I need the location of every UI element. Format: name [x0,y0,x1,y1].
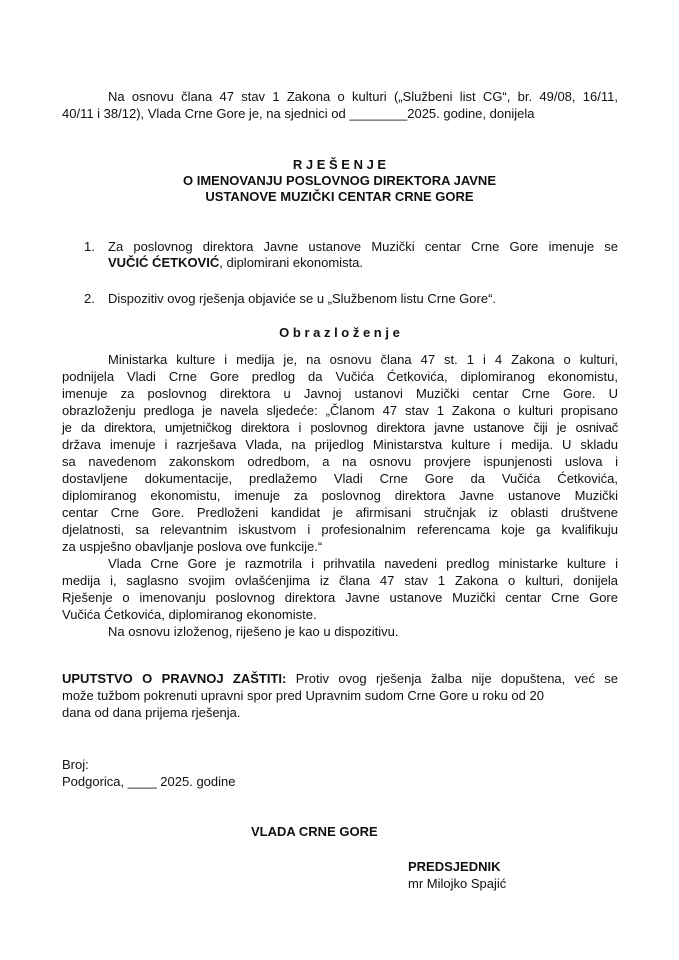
reasoning-p1-line: imenuje za poslovnog direktora u Javnoj ustanovi Muzički centar Crne Gore. U [62,386,618,401]
preamble-line-2-text: 40/11 i 38/12), Vlada Crne Gore je, na sjednici od [62,106,350,121]
reasoning-p2-line: Rješenje o imenovanju poslovnog direktora Javne ustanove Muzički centar Crne Gore [62,590,618,605]
reasoning-p1-line: država imenuje i razrješava Vlada, na prijedlog Ministarstva kulture i medija. U skladu [62,437,618,452]
reasoning-p1-line: je da direktora, umjetničkog direktora i poslovnog direktora javne ustanove čiji je osnivač [62,420,618,435]
reasoning-p1-line: podnijela Vladi Crne Gore predlog da Vučića Ćetkovića, diplomiranog ekonomistu, [62,369,618,384]
legal-remedy-line-3: dana od dana prijema rješenja. [62,705,241,720]
president-name: mr Milojko Spajić [408,876,507,891]
reasoning-p1-line: za uspješno obavljanje poslova ove funkcije.“ [62,539,323,554]
date-blank: ____ [127,774,157,789]
reasoning-p1-line: djelatnosti, sa relevantnim iskustvom i profesionalnim referencama koje ga kvalifikuju [62,522,618,537]
legal-remedy-line-1 [62,671,618,688]
reasoning-heading: O b r a z l o ž e n j e [279,325,400,340]
reasoning-p1-line: dostavljene dokumentacije, predlažemo Vladi Crne Gore da Vučića Ćetkovića, [62,471,618,486]
year-text: 2025. godine [156,774,236,789]
reasoning-p1-line: centar Crne Gore. Predloženi kandidat je afirmisani stručnjak iz oblasti društvene [62,505,618,520]
reasoning-p1-line: sa navedenom zakonskom odredbom, a na osnovu provjere ispunjenosti uslova i [62,454,618,469]
item-2-line-1: Dispozitiv ovog rješenja objaviće se u „Službenom listu Crne Gore“. [108,291,497,306]
reasoning-p3-line: Na osnovu izloženog, riješeno je kao u dispozitivu. [108,624,399,639]
document-number-label: Broj: [62,757,89,772]
preamble-line-1: Na osnovu člana 47 stav 1 Zakona o kulturi („Službeni list CG“, br. 49/08, 16/11, [108,89,618,104]
appointee-name: VUČIĆ ĆETKOVIĆ [108,255,220,270]
reasoning-p1-line: diplomiranog ekonomistu, imenuje za poslovnog direktora Javne ustanove Muzički [62,488,618,503]
legal-remedy-label: UPUTSTVO O PRAVNOJ ZAŠTITI: [62,671,287,686]
decision-heading: R J E Š E N J E [292,157,387,172]
preamble-line-2-end: 2025. godine, donijela [407,106,535,121]
decision-title-line-2: USTANOVE MUZIČKI CENTAR CRNE GORE [205,189,474,204]
reasoning-p2-line: Vučića Ćetkovića, diplomiranog ekonomiste. [62,607,317,622]
item-number-2: 2. [84,291,95,306]
appointee-title: , diplomirani ekonomista. [219,255,364,270]
government-name: VLADA CRNE GORE [251,824,378,839]
legal-remedy-line-2: može tužbom pokrenuti upravni spor pred Upravnim sudom Crne Gore u roku od 20 [62,688,544,703]
legal-remedy-text: Protiv ovog rješenja žalba nije dopuštena, već se [286,671,618,686]
decision-title-line-1: O IMENOVANJU POSLOVNOG DIREKTORA JAVNE [182,173,496,188]
reasoning-p2-line: Vlada Crne Gore je razmotrila i prihvatila navedeni predlog ministarke kulture i [108,556,618,571]
session-date-blank: ________ [349,106,408,121]
reasoning-p1-line: Ministarka kulture i medija je, na osnovu člana 47 st. 1 i 4 Zakona o kulturi, [108,352,618,367]
preamble-line-2 [62,106,618,123]
president-title: PREDSJEDNIK [408,859,501,874]
item-1-line-1: Za poslovnog direktora Javne ustanove Muzički centar Crne Gore imenuje se [108,239,618,254]
reasoning-p2-line: medija i, saglasno svojim ovlašćenjima iz člana 47 stav 1 Zakona o kulturi, donijela [62,573,618,588]
item-1-line-2 [108,255,618,272]
item-number-1: 1. [84,239,95,254]
reasoning-p1-line: obrazloženju predloga je navela sljedeće: „Članom 47 stav 1 Zakona o kulturi propisano [62,403,618,418]
place-text: Podgorica, [62,774,128,789]
place-and-date [62,774,462,791]
